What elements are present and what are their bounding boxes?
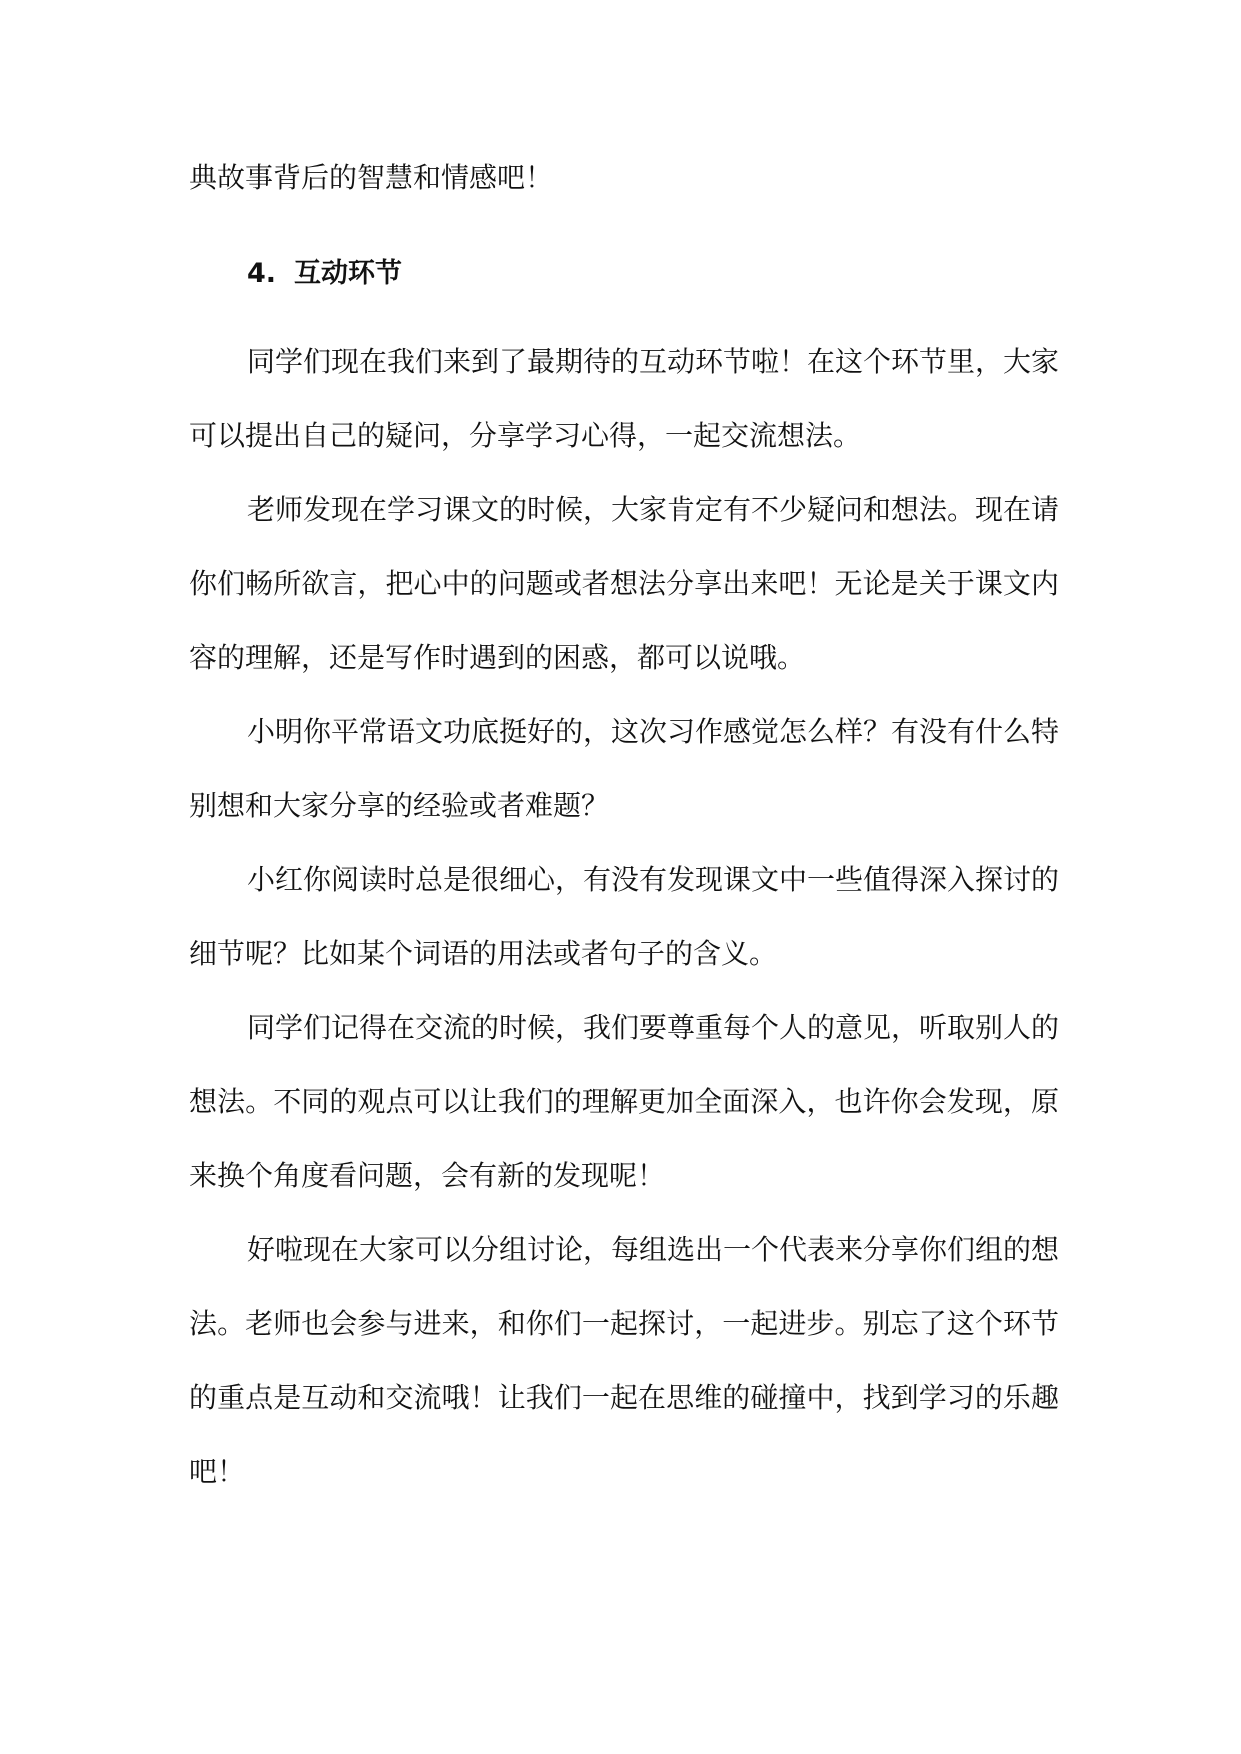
paragraph-questions: 老师发现在学习课文的时候，大家肯定有不少疑问和想法。现在请你们畅所欲言，把心中的问题或者想法分享出来吧！无论是关于课文内容的理解，还是写作时遇到的困惑，都可以说哦。: [189, 493, 1060, 674]
section-title: 互动环节: [294, 258, 403, 289]
paragraph-xiaohong: 小红你阅读时总是很细心，有没有发现课文中一些值得深入探讨的细节呢？比如某个词语的用法或者句子的含义。: [189, 863, 1060, 970]
paragraph-group-discussion: 好啦现在大家可以分组讨论，每组选出一个代表来分享你们组的想法。老师也会参与进来，和你们一起探讨，一起进步。别忘了这个环节的重点是互动和交流哦！让我们一起在思维的碰撞中，找到学习的乐趣吧！: [189, 1233, 1060, 1488]
section-heading: [189, 237, 1059, 311]
section-number: 4.: [247, 258, 277, 289]
paragraph-xiaoming: 小明你平常语文功底挺好的，这次习作感觉怎么样？有没有什么特别想和大家分享的经验或者难题？: [189, 715, 1060, 822]
paragraph-respect: 同学们记得在交流的时候，我们要尊重每个人的意见，听取别人的想法。不同的观点可以让我们的理解更加全面深入，也许你会发现，原来换个角度看问题，会有新的发现呢！: [189, 1011, 1060, 1192]
continuation-paragraph: 典故事背后的智慧和情感吧！: [189, 161, 554, 194]
document-body: [189, 141, 1059, 1509]
paragraph-intro: 同学们现在我们来到了最期待的互动环节啦！在这个环节里，大家可以提出自己的疑问，分享学习心得，一起交流想法。: [189, 345, 1060, 452]
